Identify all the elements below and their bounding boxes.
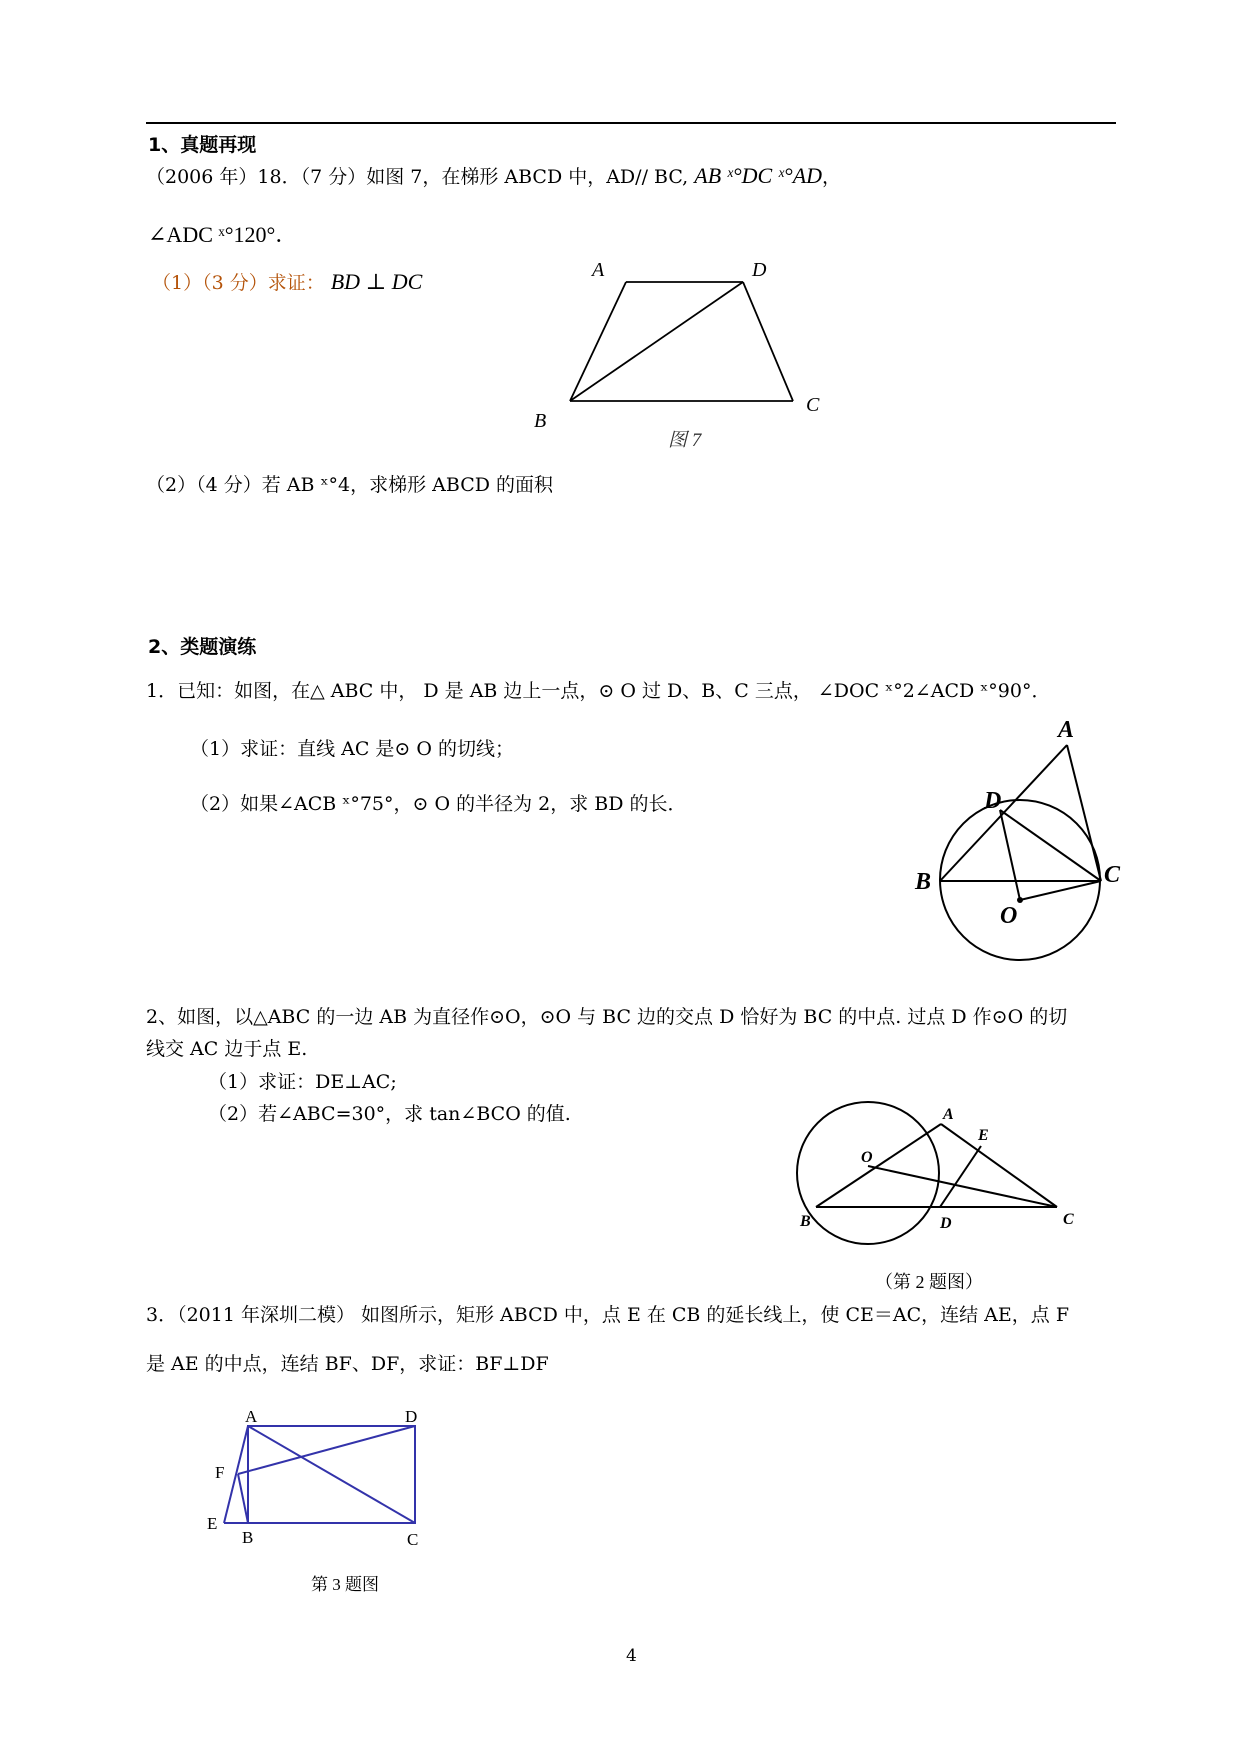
fig7-caption: 图 7 [668, 430, 702, 451]
q1-statement: 1．已知：如图，在△ ABC 中， D 是 AB 边上一点，⊙ O 过 D、B、C 三点， ∠DOC ˣ°2∠ACD ˣ°90°． [146, 680, 1051, 702]
q3-statement-line1: 3．（2011 年深圳二模） 如图所示，矩形 ABCD 中，点 E 在 CB 的延长线上，使 CE＝AC，连结 AE，点 F [146, 1304, 1069, 1326]
q2-statement-line2: 线交 AC 边于点 E. [146, 1038, 308, 1060]
q2-label-b: B [800, 1213, 811, 1230]
q3-rectangle-diagram [200, 1404, 440, 1594]
q2-line-de [940, 1146, 981, 1207]
q1-circle-diagram [915, 717, 1121, 1010]
q2-label-o: O [861, 1149, 873, 1166]
q1-label-o: O [1000, 903, 1018, 929]
section1-line1-text: （2006 年）18．（7 分）如图 7，在梯形 ABCD 中，AD// BC, [146, 166, 695, 188]
section1-part1 [152, 268, 422, 295]
q2-part2: （2）若∠ABC=30°，求 tan∠BCO 的值. [208, 1103, 571, 1125]
q2-caption: （第 2 题图） [875, 1272, 983, 1292]
q1-part2: （2）如果∠ACB ˣ°75°，⊙ O 的半径为 2，求 BD 的长． [190, 793, 687, 815]
fig7-edge-ab [570, 282, 626, 401]
q1-line-oc [1020, 881, 1101, 900]
fig7-diag-bd [570, 282, 743, 401]
section1-part2: （2）（4 分）若 AB ˣ°4，求梯形 ABCD 的面积 [146, 474, 554, 496]
q1-label-b: B [915, 869, 932, 895]
section1-line1-math: AB ˣ°DC ˣ°AD [694, 163, 823, 188]
fig7-edge-dc [743, 282, 793, 401]
q1-center-dot [1017, 897, 1023, 903]
q1-part1: （1）求证：直线 AC 是⊙ O 的切线； [190, 738, 515, 760]
q3-statement-line2: 是 AE 的中点，连结 BF、DF，求证：BF⊥DF [146, 1353, 549, 1375]
section1-part1-text: （1）（3 分）求证： [152, 272, 325, 294]
q3-line-fb [238, 1474, 248, 1523]
q2-circle-diagram [795, 1088, 1085, 1298]
q2-label-c: C [1063, 1211, 1074, 1228]
section1-title: 1、真题再现 [148, 134, 257, 156]
fig7-label-d: D [752, 259, 767, 281]
figure7-diagram [520, 255, 840, 455]
q1-label-c: C [1104, 862, 1121, 888]
q1-line-do [1000, 810, 1020, 900]
q2-label-a: A [943, 1106, 954, 1123]
q2-label-e: E [978, 1127, 989, 1144]
section2-title: 2、类题演练 [148, 636, 257, 658]
q3-line-fd [238, 1426, 415, 1474]
section1-line2: ∠ADC ˣ°120°． [148, 222, 298, 247]
fig7-label-a: A [592, 259, 605, 281]
q3-label-b: B [242, 1528, 254, 1547]
section1-line1 [146, 162, 841, 189]
q1-label-d: D [984, 788, 1002, 814]
section1-part1-math: BD ⊥ DC [330, 269, 423, 294]
q2-part1: （1）求证：DE⊥AC; [208, 1071, 397, 1093]
q3-diag-ac [248, 1426, 415, 1523]
q3-caption: 第 3 题图 [311, 1575, 379, 1594]
q2-label-d: D [940, 1215, 952, 1232]
q2-statement-line1: 2、如图，以△ABC 的一边 AB 为直径作⊙O，⊙O 与 BC 边的交点 D 恰好为 BC 的中点. 过点 D 作⊙O 的切 [146, 1006, 1068, 1028]
q3-label-c: C [407, 1530, 419, 1549]
q3-label-e: E [207, 1514, 218, 1533]
fig7-label-c: C [806, 394, 820, 416]
q1-label-a: A [1058, 717, 1075, 743]
q3-label-d: D [405, 1407, 418, 1426]
q2-line-ba [816, 1124, 941, 1207]
q3-label-a: A [245, 1407, 258, 1426]
fig7-label-b: B [534, 410, 547, 432]
section1-line1-end: ， [822, 166, 842, 188]
page-number: 4 [626, 1646, 637, 1666]
header-rule [146, 122, 1116, 124]
q3-label-f: F [215, 1463, 225, 1482]
